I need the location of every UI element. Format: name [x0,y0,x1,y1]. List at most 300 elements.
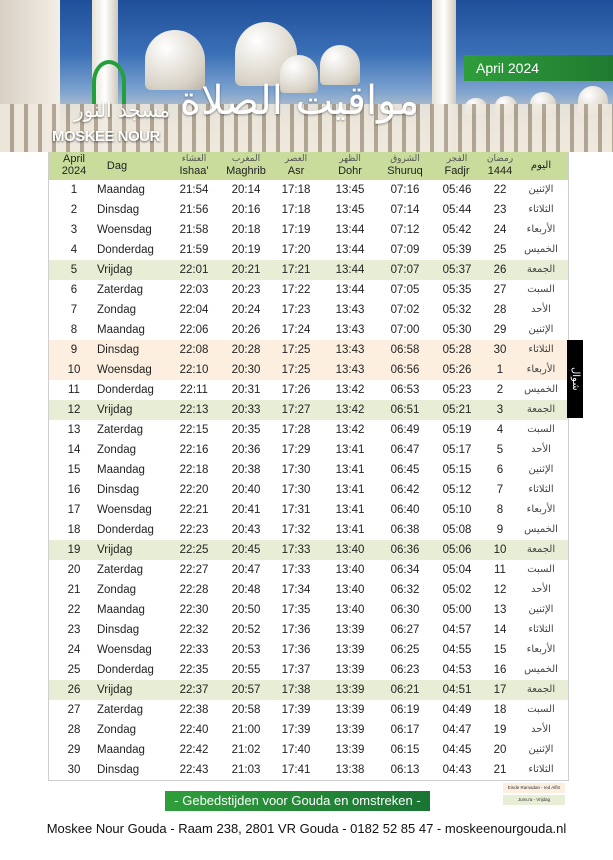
asr-time: 17:36 [281,644,311,656]
fadjr-time: 05:39 [442,244,472,256]
day-name-arabic: السبت [527,704,555,715]
hijri-day: 17 [493,684,507,696]
day-name: Maandag [97,464,145,476]
ishaa-time: 22:01 [179,264,209,276]
asr-time: 17:30 [281,484,311,496]
hijri-day: 9 [496,524,504,536]
asr-time: 17:25 [281,344,311,356]
shuruq-time: 07:05 [390,284,420,296]
day-name-arabic: الثلاثاء [528,764,554,775]
fadjr-time: 05:37 [442,264,472,276]
day-name: Zondag [97,584,137,596]
dohr-time: 13:39 [335,664,365,676]
dohr-time: 13:44 [335,284,365,296]
dohr-time: 13:39 [335,724,365,736]
table-row [49,420,568,440]
shuruq-time: 06:15 [390,744,420,756]
day-name-arabic: الثلاثاء [528,344,554,355]
day-name: Maandag [97,744,145,756]
footer-contact: Moskee Nour Gouda - Raam 238, 2801 VR Gouda - 0182 52 85 47 - moskeenourgouda.nl [46,821,567,836]
dohr-time: 13:41 [335,444,365,456]
hijri-day: 5 [496,444,504,456]
ishaa-time: 22:10 [179,364,209,376]
asr-time: 17:18 [281,184,311,196]
table-row [49,360,568,380]
dohr-time: 13:45 [335,204,365,216]
maghrib-time: 20:26 [231,324,261,336]
ishaa-time: 22:27 [179,564,209,576]
hijri-day: 23 [493,204,507,216]
header-ishaa-ar: العشاء [181,154,207,164]
dohr-time: 13:39 [335,644,365,656]
day-name: Maandag [97,324,145,336]
asr-time: 17:37 [281,664,311,676]
maghrib-time: 20:23 [231,284,261,296]
shuruq-time: 06:49 [390,424,420,436]
shuruq-time: 06:36 [390,544,420,556]
table-row [49,260,568,280]
ishaa-time: 21:54 [179,184,209,196]
table-row [49,600,568,620]
table-row [49,540,568,560]
day-name: Zondag [97,724,137,736]
day-name: Dinsdag [97,204,140,216]
table-header [49,152,568,180]
day-name-arabic: الجمعة [526,544,556,555]
shuruq-time: 07:09 [390,244,420,256]
header-month [53,153,95,177]
asr-time: 17:31 [281,504,311,516]
header-dohr [321,153,379,177]
table-row [49,740,568,760]
fadjr-time: 05:28 [442,344,472,356]
day-name-arabic: الجمعة [526,684,556,695]
table-row [49,640,568,660]
day-name: Zaterdag [97,564,144,576]
asr-time: 17:25 [281,364,311,376]
hijri-day: 14 [493,624,507,636]
fadjr-time: 05:21 [442,404,472,416]
day-name-arabic: السبت [527,284,555,295]
maghrib-time: 20:52 [231,624,261,636]
asr-time: 17:29 [281,444,311,456]
day-name: Vrijdag [97,544,133,556]
day-name: Donderdag [97,664,154,676]
table-row [49,400,568,420]
day-number: 19 [67,544,81,556]
day-name: Dinsdag [97,484,140,496]
table-row [49,560,568,580]
day-name: Zondag [97,444,137,456]
shuruq-time: 06:40 [390,504,420,516]
maghrib-time: 20:18 [231,224,261,236]
day-number: 2 [70,204,78,216]
maghrib-time: 20:45 [231,544,261,556]
hijri-day: 19 [493,724,507,736]
fadjr-time: 04:53 [442,664,472,676]
shuruq-time: 06:17 [390,724,420,736]
asr-time: 17:20 [281,244,311,256]
table-row [49,660,568,680]
page-title-arabic: مواقيت الصلاة [180,78,420,124]
header-asr-en: Asr [287,165,305,177]
maghrib-time: 21:03 [231,764,261,776]
day-name-arabic: الأربعاء [526,504,556,515]
day-name: Donderdag [97,524,154,536]
day-name: Woensdag [97,224,152,236]
day-name: Donderdag [97,244,154,256]
dohr-time: 13:39 [335,744,365,756]
ishaa-time: 22:13 [179,404,209,416]
fadjr-time: 05:23 [442,384,472,396]
shuruq-time: 06:53 [390,384,420,396]
fadjr-time: 04:45 [442,744,472,756]
shuruq-time: 06:45 [390,464,420,476]
legend [503,783,565,805]
day-number: 11 [68,384,80,396]
hijri-day: 20 [493,744,507,756]
shuruq-time: 06:51 [390,404,420,416]
day-number: 25 [67,664,81,676]
day-name-arabic: الخميس [524,384,558,395]
ishaa-time: 22:16 [179,444,209,456]
tagline-banner: - Gebedstijden voor Gouda en omstreken - [165,791,430,811]
asr-time: 17:33 [281,564,311,576]
day-name-arabic: الأحد [531,304,551,315]
day-number: 21 [67,584,81,596]
header-fadjr [429,153,485,177]
table-row [49,220,568,240]
asr-time: 17:34 [281,584,311,596]
shuruq-time: 06:47 [390,444,420,456]
day-name-arabic: الإثنين [528,324,554,335]
ishaa-time: 22:43 [179,764,209,776]
day-name: Maandag [97,604,145,616]
asr-time: 17:41 [281,764,311,776]
maghrib-time: 21:00 [231,724,261,736]
day-number: 23 [67,624,81,636]
ishaa-time: 22:04 [179,304,209,316]
logo-name: MOSKEE NOUR [52,128,160,145]
table-row [49,460,568,480]
header-asr-ar: العصر [284,154,308,164]
dohr-time: 13:43 [335,364,365,376]
hijri-day: 18 [493,704,507,716]
table-row [49,500,568,520]
shuruq-time: 07:02 [390,304,420,316]
asr-time: 17:35 [281,604,311,616]
day-number: 26 [67,684,81,696]
day-name-arabic: الثلاثاء [528,484,554,495]
day-number: 17 [67,504,81,516]
asr-time: 17:36 [281,624,311,636]
day-name-arabic: الأربعاء [526,644,556,655]
table-row [49,380,568,400]
header-maghrib [219,153,273,177]
hijri-day: 1 [496,364,504,376]
dohr-time: 13:45 [335,184,365,196]
day-name-arabic: الخميس [524,664,558,675]
header-ramadan [481,153,519,177]
dohr-time: 13:44 [335,264,365,276]
ishaa-time: 22:33 [179,644,209,656]
day-name: Zaterdag [97,424,144,436]
maghrib-time: 20:38 [231,464,261,476]
ishaa-time: 22:08 [179,344,209,356]
table-row [49,340,568,360]
day-name-arabic: الإثنين [528,184,554,195]
shuruq-time: 06:32 [390,584,420,596]
header-maghrib-ar: المغرب [231,154,261,164]
ishaa-time: 22:28 [179,584,209,596]
shuruq-time: 06:13 [390,764,420,776]
day-number: 16 [67,484,81,496]
fadjr-time: 05:10 [442,504,472,516]
table-row [49,520,568,540]
day-name-arabic: الخميس [524,244,558,255]
day-number: 22 [67,604,81,616]
day-name-arabic: الإثنين [528,744,554,755]
header-asr [271,153,321,177]
day-name: Dinsdag [97,764,140,776]
logo-arabic: مسجد النور [74,98,170,122]
shawwal-month-label: شوال [567,340,583,418]
ishaa-time: 22:06 [179,324,209,336]
maghrib-time: 20:14 [231,184,261,196]
fadjr-time: 05:32 [442,304,472,316]
hijri-day: 26 [493,264,507,276]
hijri-day: 10 [493,544,507,556]
ishaa-time: 22:37 [179,684,209,696]
header-ramadan-en: 1444 [487,165,513,177]
maghrib-time: 20:55 [231,664,261,676]
day-number: 8 [70,324,78,336]
fadjr-time: 05:30 [442,324,472,336]
day-name-arabic: الأحد [531,724,551,735]
fadjr-time: 05:15 [442,464,472,476]
hijri-day: 27 [493,284,507,296]
hijri-day: 7 [496,484,504,496]
hijri-day: 25 [493,244,507,256]
day-number: 18 [67,524,81,536]
asr-time: 17:22 [281,284,311,296]
day-name-arabic: الخميس [524,524,558,535]
day-name: Dinsdag [97,624,140,636]
fadjr-time: 05:04 [442,564,472,576]
table-row [49,620,568,640]
hijri-day: 6 [496,464,504,476]
hijri-day: 21 [493,764,507,776]
table-body [49,180,568,780]
legend-eid: Einde Ramadan - Ied Alfitr [503,783,565,793]
fadjr-time: 05:02 [442,584,472,596]
hijri-day: 28 [493,304,507,316]
header-banner [0,0,613,152]
day-number: 4 [70,244,78,256]
maghrib-time: 20:24 [231,304,261,316]
maghrib-time: 20:21 [231,264,261,276]
fadjr-time: 05:26 [442,364,472,376]
maghrib-time: 20:36 [231,444,261,456]
dohr-time: 13:43 [335,304,365,316]
ishaa-time: 21:59 [179,244,209,256]
header-day-arabic: اليوم [530,160,552,171]
hijri-day: 29 [493,324,507,336]
maghrib-time: 20:28 [231,344,261,356]
dohr-time: 13:40 [335,564,365,576]
shuruq-time: 07:07 [390,264,420,276]
asr-time: 17:27 [281,404,311,416]
dohr-time: 13:44 [335,244,365,256]
ishaa-time: 22:25 [179,544,209,556]
fadjr-time: 04:43 [442,764,472,776]
header-ishaa-en: Ishaa' [179,165,209,177]
day-name-arabic: الإثنين [528,604,554,615]
dohr-time: 13:39 [335,684,365,696]
table-row [49,240,568,260]
table-row [49,180,568,200]
day-name: Donderdag [97,384,154,396]
ishaa-time: 22:42 [179,744,209,756]
shuruq-time: 06:42 [390,484,420,496]
maghrib-time: 20:58 [231,704,261,716]
day-name-arabic: الأحد [531,444,551,455]
day-name: Woensdag [97,364,152,376]
ishaa-time: 22:20 [179,484,209,496]
day-number: 1 [70,184,78,196]
maghrib-time: 20:31 [231,384,261,396]
fadjr-time: 05:35 [442,284,472,296]
maghrib-time: 20:50 [231,604,261,616]
day-number: 27 [67,704,81,716]
table-row [49,440,568,460]
hijri-day: 2 [496,384,504,396]
fadjr-time: 04:49 [442,704,472,716]
day-name-arabic: الجمعة [526,264,556,275]
asr-time: 17:21 [281,264,311,276]
ishaa-time: 22:15 [179,424,209,436]
maghrib-time: 21:02 [231,744,261,756]
ishaa-time: 22:38 [179,704,209,716]
asr-time: 17:24 [281,324,311,336]
header-fadjr-ar: الفجر [446,154,468,164]
hijri-day: 30 [493,344,507,356]
day-number: 10 [67,364,81,376]
asr-time: 17:39 [281,724,311,736]
dohr-time: 13:41 [335,504,365,516]
day-name: Vrijdag [97,264,133,276]
table-row [49,480,568,500]
hijri-day: 13 [493,604,507,616]
day-name: Zondag [97,304,137,316]
day-number: 13 [67,424,81,436]
day-name: Zaterdag [97,284,144,296]
day-number: 9 [70,344,78,356]
hijri-day: 12 [493,584,507,596]
day-number: 6 [70,284,78,296]
dohr-time: 13:40 [335,544,365,556]
header-shuruq-en: Shuruq [387,165,423,177]
shuruq-time: 06:21 [390,684,420,696]
fadjr-time: 05:42 [442,224,472,236]
maghrib-time: 20:33 [231,404,261,416]
header-month-label: April [62,153,85,165]
asr-time: 17:19 [281,224,311,236]
day-number: 30 [67,764,81,776]
day-number: 15 [67,464,81,476]
day-name-arabic: الثلاثاء [528,204,554,215]
day-name-arabic: السبت [527,424,555,435]
dohr-time: 13:41 [335,484,365,496]
ishaa-time: 21:56 [179,204,209,216]
header-ishaa [169,153,219,177]
table-row [49,680,568,700]
dohr-time: 13:39 [335,704,365,716]
shuruq-time: 06:58 [390,344,420,356]
hijri-day: 4 [496,424,504,436]
day-number: 7 [70,304,78,316]
asr-time: 17:40 [281,744,311,756]
fadjr-time: 04:47 [442,724,472,736]
day-name-arabic: الثلاثاء [528,624,554,635]
hijri-day: 11 [494,564,506,576]
day-name: Vrijdag [97,684,133,696]
fadjr-time: 04:51 [442,684,472,696]
header-shuruq-ar: الشروق [390,154,420,164]
hijri-day: 22 [493,184,507,196]
fadjr-time: 05:46 [442,184,472,196]
asr-time: 17:33 [281,544,311,556]
header-fadjr-en: Fadjr [444,165,470,177]
table-row [49,300,568,320]
dohr-time: 13:41 [335,464,365,476]
day-name: Zaterdag [97,704,144,716]
header-maghrib-en: Maghrib [226,165,266,177]
dohr-time: 13:42 [335,384,365,396]
hijri-day: 3 [496,404,504,416]
header-dohr-en: Dohr [338,165,362,177]
header-year-label: 2024 [61,165,87,177]
shuruq-time: 06:27 [390,624,420,636]
fadjr-time: 05:00 [442,604,472,616]
day-number: 28 [67,724,81,736]
shuruq-time: 07:14 [390,204,420,216]
dohr-time: 13:41 [335,524,365,536]
maghrib-time: 20:47 [231,564,261,576]
day-name-arabic: الأربعاء [526,224,556,235]
day-name-arabic: الأربعاء [526,364,556,375]
shuruq-time: 07:00 [390,324,420,336]
dohr-time: 13:43 [335,324,365,336]
asr-time: 17:38 [281,684,311,696]
day-number: 5 [70,264,78,276]
shuruq-time: 06:56 [390,364,420,376]
dohr-time: 13:44 [335,224,365,236]
maghrib-time: 20:30 [231,364,261,376]
legend-friday: Jumu'a - Vrijdag [503,795,565,805]
day-number: 14 [67,444,81,456]
dohr-time: 13:40 [335,604,365,616]
hijri-day: 24 [493,224,507,236]
fadjr-time: 05:17 [442,444,472,456]
maghrib-time: 20:35 [231,424,261,436]
maghrib-time: 20:41 [231,504,261,516]
dohr-time: 13:43 [335,344,365,356]
header-shuruq [379,153,431,177]
table-row [49,580,568,600]
ishaa-time: 22:23 [179,524,209,536]
day-number: 29 [67,744,81,756]
